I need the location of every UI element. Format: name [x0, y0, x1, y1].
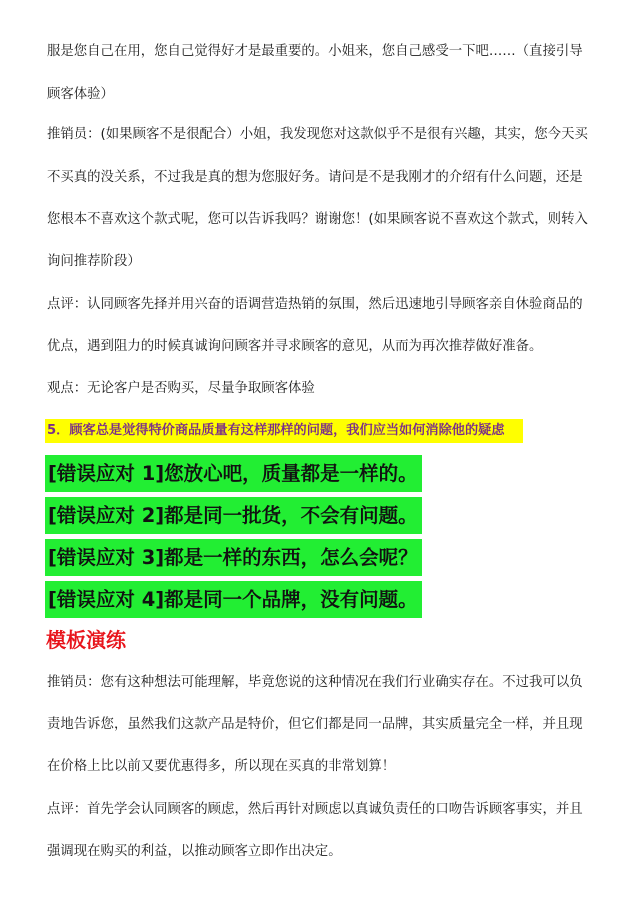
paragraph-line: 优点，遇到阻力的时候真诚询问顾客并寻求顾客的意见，从而为再次推荐做好准备。	[47, 339, 543, 354]
paragraph-line: 点评：认同顾客先择并用兴奋的语调营造热销的氛围，然后迅速地引导顾客亲自休验商品的	[47, 297, 583, 312]
paragraph-line: 不买真的没关系，不过我是真的想为您服好务。请问是不是我刚才的介绍有什么问题，还是	[47, 170, 583, 185]
paragraph-line: 点评：首先学会认同顾客的顾虑，然后再针对顾虑以真诚负责任的口吻告诉顾客事实，并且	[47, 802, 583, 817]
paragraph-line: 服是您自己在用，您自己觉得好才是最重要的。小姐来，您自己感受一下吧……（直接引导	[47, 44, 583, 59]
wrong-response-3: [错误应对 3]都是一样的东西，怎么会呢？	[45, 539, 422, 576]
template-title: 模板演练	[46, 628, 126, 652]
paragraph-line: 强调现在购买的利益，以推动顾客立即作出决定。	[47, 844, 342, 859]
paragraph-line: 顾客体验）	[47, 87, 114, 102]
paragraph-line: 您根本不喜欢这个款式呢，您可以告诉我吗？谢谢您！(如果顾客说不喜欢这个款式，则转入	[47, 212, 588, 227]
section-5-heading: 5．顾客总是觉得特价商品质量有这样那样的问题，我们应当如何消除他的疑虑	[45, 419, 523, 443]
paragraph-line: 推销员：您有这种想法可能理解，毕竟您说的这种情况在我们行业确实存在。不过我可以负	[47, 675, 583, 690]
paragraph-line: 在价格上比以前又要优惠得多，所以现在买真的非常划算！	[47, 759, 396, 774]
paragraph-line: 观点：无论客户是否购买，尽量争取顾客体验	[47, 381, 315, 396]
wrong-response-2: [错误应对 2]都是同一批货，不会有问题。	[45, 497, 422, 534]
paragraph-line: 责地告诉您，虽然我们这款产品是特价，但它们都是同一品牌，其实质量完全一样，并且现	[47, 717, 583, 732]
paragraph-line: 推销员：(如果顾客不是很配合）小姐，我发现您对这款似乎不是很有兴趣，其实，您今天买	[47, 127, 588, 142]
paragraph-line: 询问推荐阶段）	[47, 254, 141, 269]
wrong-response-1: [错误应对 1]您放心吧，质量都是一样的。	[45, 455, 422, 492]
wrong-response-4: [错误应对 4]都是同一个品牌，没有问题。	[45, 581, 422, 618]
